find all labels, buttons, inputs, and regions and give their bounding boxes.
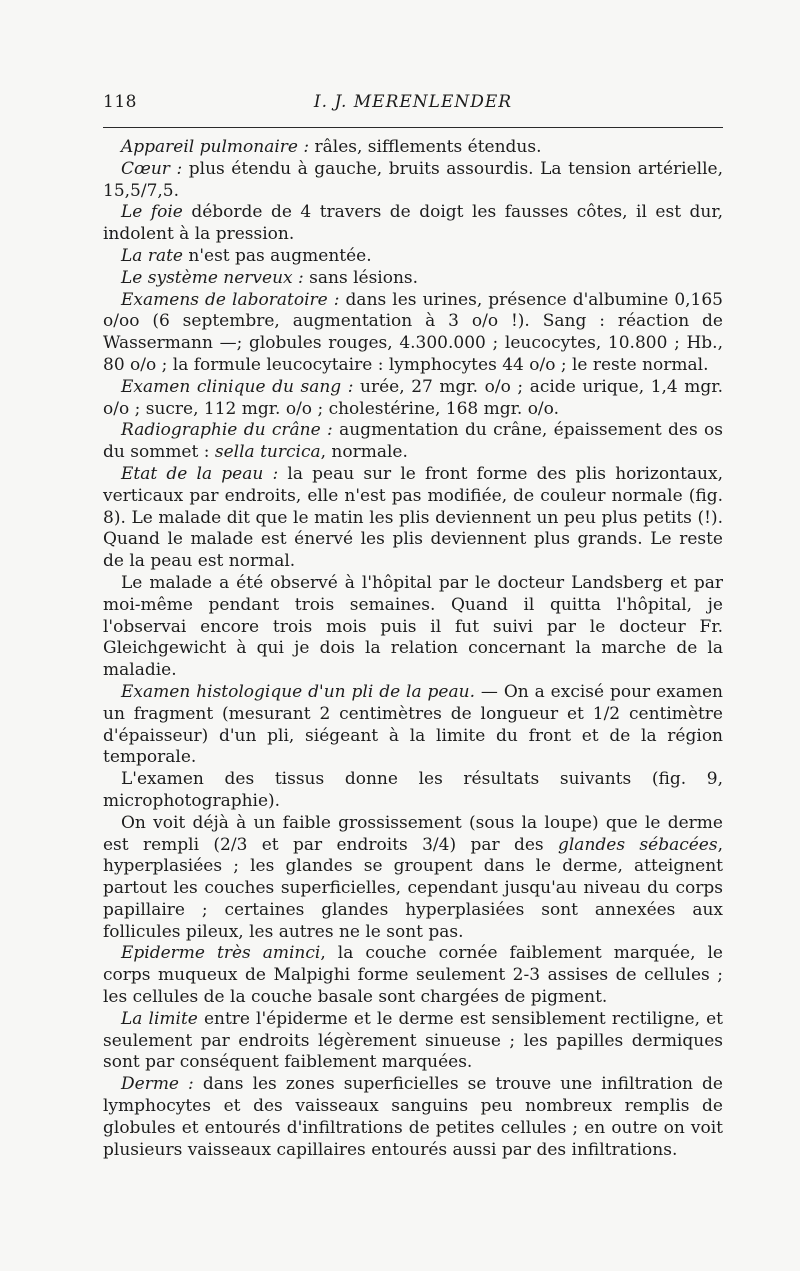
page-number: 118 xyxy=(103,92,137,112)
italic-run: La rate xyxy=(121,245,183,266)
text-run: dans les urines, présence d'albumine 0,165 o/oo (6 septembre, augmentation à 3 o/o !). Sang : réaction de Wassermann —; globules rouges, 4.300.000 ; leucocytes, 10.800 ; Hb., 80 o/o ; la formule leucocytaire : lymphocytes 44 o/o ; le reste normal. xyxy=(103,289,723,375)
paragraph xyxy=(103,1009,723,1074)
text-run: entre l'épiderme et le derme est sensiblement rectiligne, et seulement par endroits légèrement sinueuse ; les papilles dermiques sont par conséquent faiblement marquées. xyxy=(103,1008,723,1073)
italic-run: Examen clinique du sang : xyxy=(121,376,354,397)
italic-run: sella turcica xyxy=(214,442,321,463)
running-header xyxy=(103,92,723,116)
text-run: râles, sifflements étendus. xyxy=(309,137,542,157)
italic-run: Le foie xyxy=(121,202,183,223)
text-run: plus étendu à gauche, bruits assourdis. La tension artérielle, 15,5/7,5. xyxy=(103,158,723,201)
text-run: , normale. xyxy=(320,442,408,463)
paragraph xyxy=(103,268,723,290)
text-run: n'est pas augmentée. xyxy=(182,245,372,266)
italic-run: Epiderme très aminci xyxy=(121,943,321,964)
paragraph xyxy=(103,377,723,421)
italic-run: Le système nerveux : xyxy=(121,267,304,288)
paragraph xyxy=(103,573,723,682)
text-run: augmentation du crâne, épaissement des os du sommet : xyxy=(103,420,723,463)
text-run: On voit déjà à un faible grossissement (sous la loupe) que le derme est rempli (2/3 et par endroits 3/4) par des xyxy=(103,812,723,855)
text-run: , hyperplasiées ; les glandes se groupent dans le derme, atteignent partout les couches superficielles, cependant jusqu'au niveau du corps papillaire ; certaines glandes hyperplasiées sont annexées aux follicules pileux, les autres ne le sont pas. xyxy=(103,834,723,942)
text-run: — On a excisé pour examen un fragment (mesurant 2 centimètres de longueur et 1/2 centimètre d'épaisseur) d'un pli, siégeant à la limite du front et de la région temporale. xyxy=(103,681,723,768)
italic-run: glandes sébacées xyxy=(557,834,718,855)
italic-run: Etat de la peau : xyxy=(121,463,279,484)
paragraph xyxy=(103,813,723,944)
paragraph xyxy=(103,769,723,813)
paragraph xyxy=(103,682,723,769)
header-rule xyxy=(103,127,723,128)
paragraph xyxy=(103,202,723,246)
text-run: déborde de 4 travers de doigt les fausses côtes, il est dur, indolent à la pression. xyxy=(103,202,723,245)
paragraph xyxy=(103,420,723,464)
text-run: sans lésions. xyxy=(303,267,419,288)
paragraph xyxy=(103,159,723,203)
italic-run: Derme : xyxy=(121,1074,194,1095)
italic-run: Appareil pulmonaire : xyxy=(121,137,310,157)
text-run: L'examen des tissus donne les résultats suivants (fig. 9, microphotographie). xyxy=(103,769,723,811)
text-run: dans les zones superficielles se trouve une infiltration de lymphocytes et des vaisseaux sanguins peu nombreux remplis de globules et entourés d'infiltrations de petites cellules ; en outre on voit plusieurs vaisseaux capillaires entourés aussi par des infiltrations. xyxy=(103,1074,723,1160)
text-run: , la couche cornée faiblement marquée, le corps muqueux de Malpighi forme seulement 2-3 assises de cellules ; les cellules de la couche basale sont chargées de pigment. xyxy=(103,943,723,1008)
running-title: I. J. MERENLENDER xyxy=(313,92,513,112)
italic-run: Examens de laboratoire : xyxy=(121,289,340,310)
paragraph xyxy=(103,137,723,159)
body-text xyxy=(103,137,723,1161)
italic-run: Examen histologique d'un pli de la peau. xyxy=(121,681,475,702)
italic-run: La limite xyxy=(121,1008,198,1029)
text-run: Le malade a été observé à l'hôpital par le docteur Landsberg et par moi-même pendant trois semaines. Quand il quitta l'hôpital, je l'observai encore trois mois puis il fut suivi par le docteur Fr. Gleichgewicht à qui je dois la relation concernant la marche de la maladie. xyxy=(103,572,723,681)
text-run: urée, 27 mgr. o/o ; acide urique, 1,4 mgr. o/o ; sucre, 112 mgr. o/o ; cholestérine, 168 mgr. o/o. xyxy=(103,376,723,419)
paragraph xyxy=(103,290,723,377)
paragraph xyxy=(103,246,723,268)
paragraph xyxy=(103,943,723,1008)
text-run: la peau sur le front forme des plis horizontaux, verticaux par endroits, elle n'est pas modifiée, de couleur normale (fig. 8). Le malade dit que le matin les plis deviennent un peu plus petits (!). Quand le malade est énervé les plis deviennent plus grands. Le reste de la peau est normal. xyxy=(103,463,723,572)
italic-run: Cœur : xyxy=(121,158,183,179)
paragraph xyxy=(103,1074,723,1161)
paragraph xyxy=(103,464,723,573)
italic-run: Radiographie du crâne : xyxy=(121,420,333,441)
